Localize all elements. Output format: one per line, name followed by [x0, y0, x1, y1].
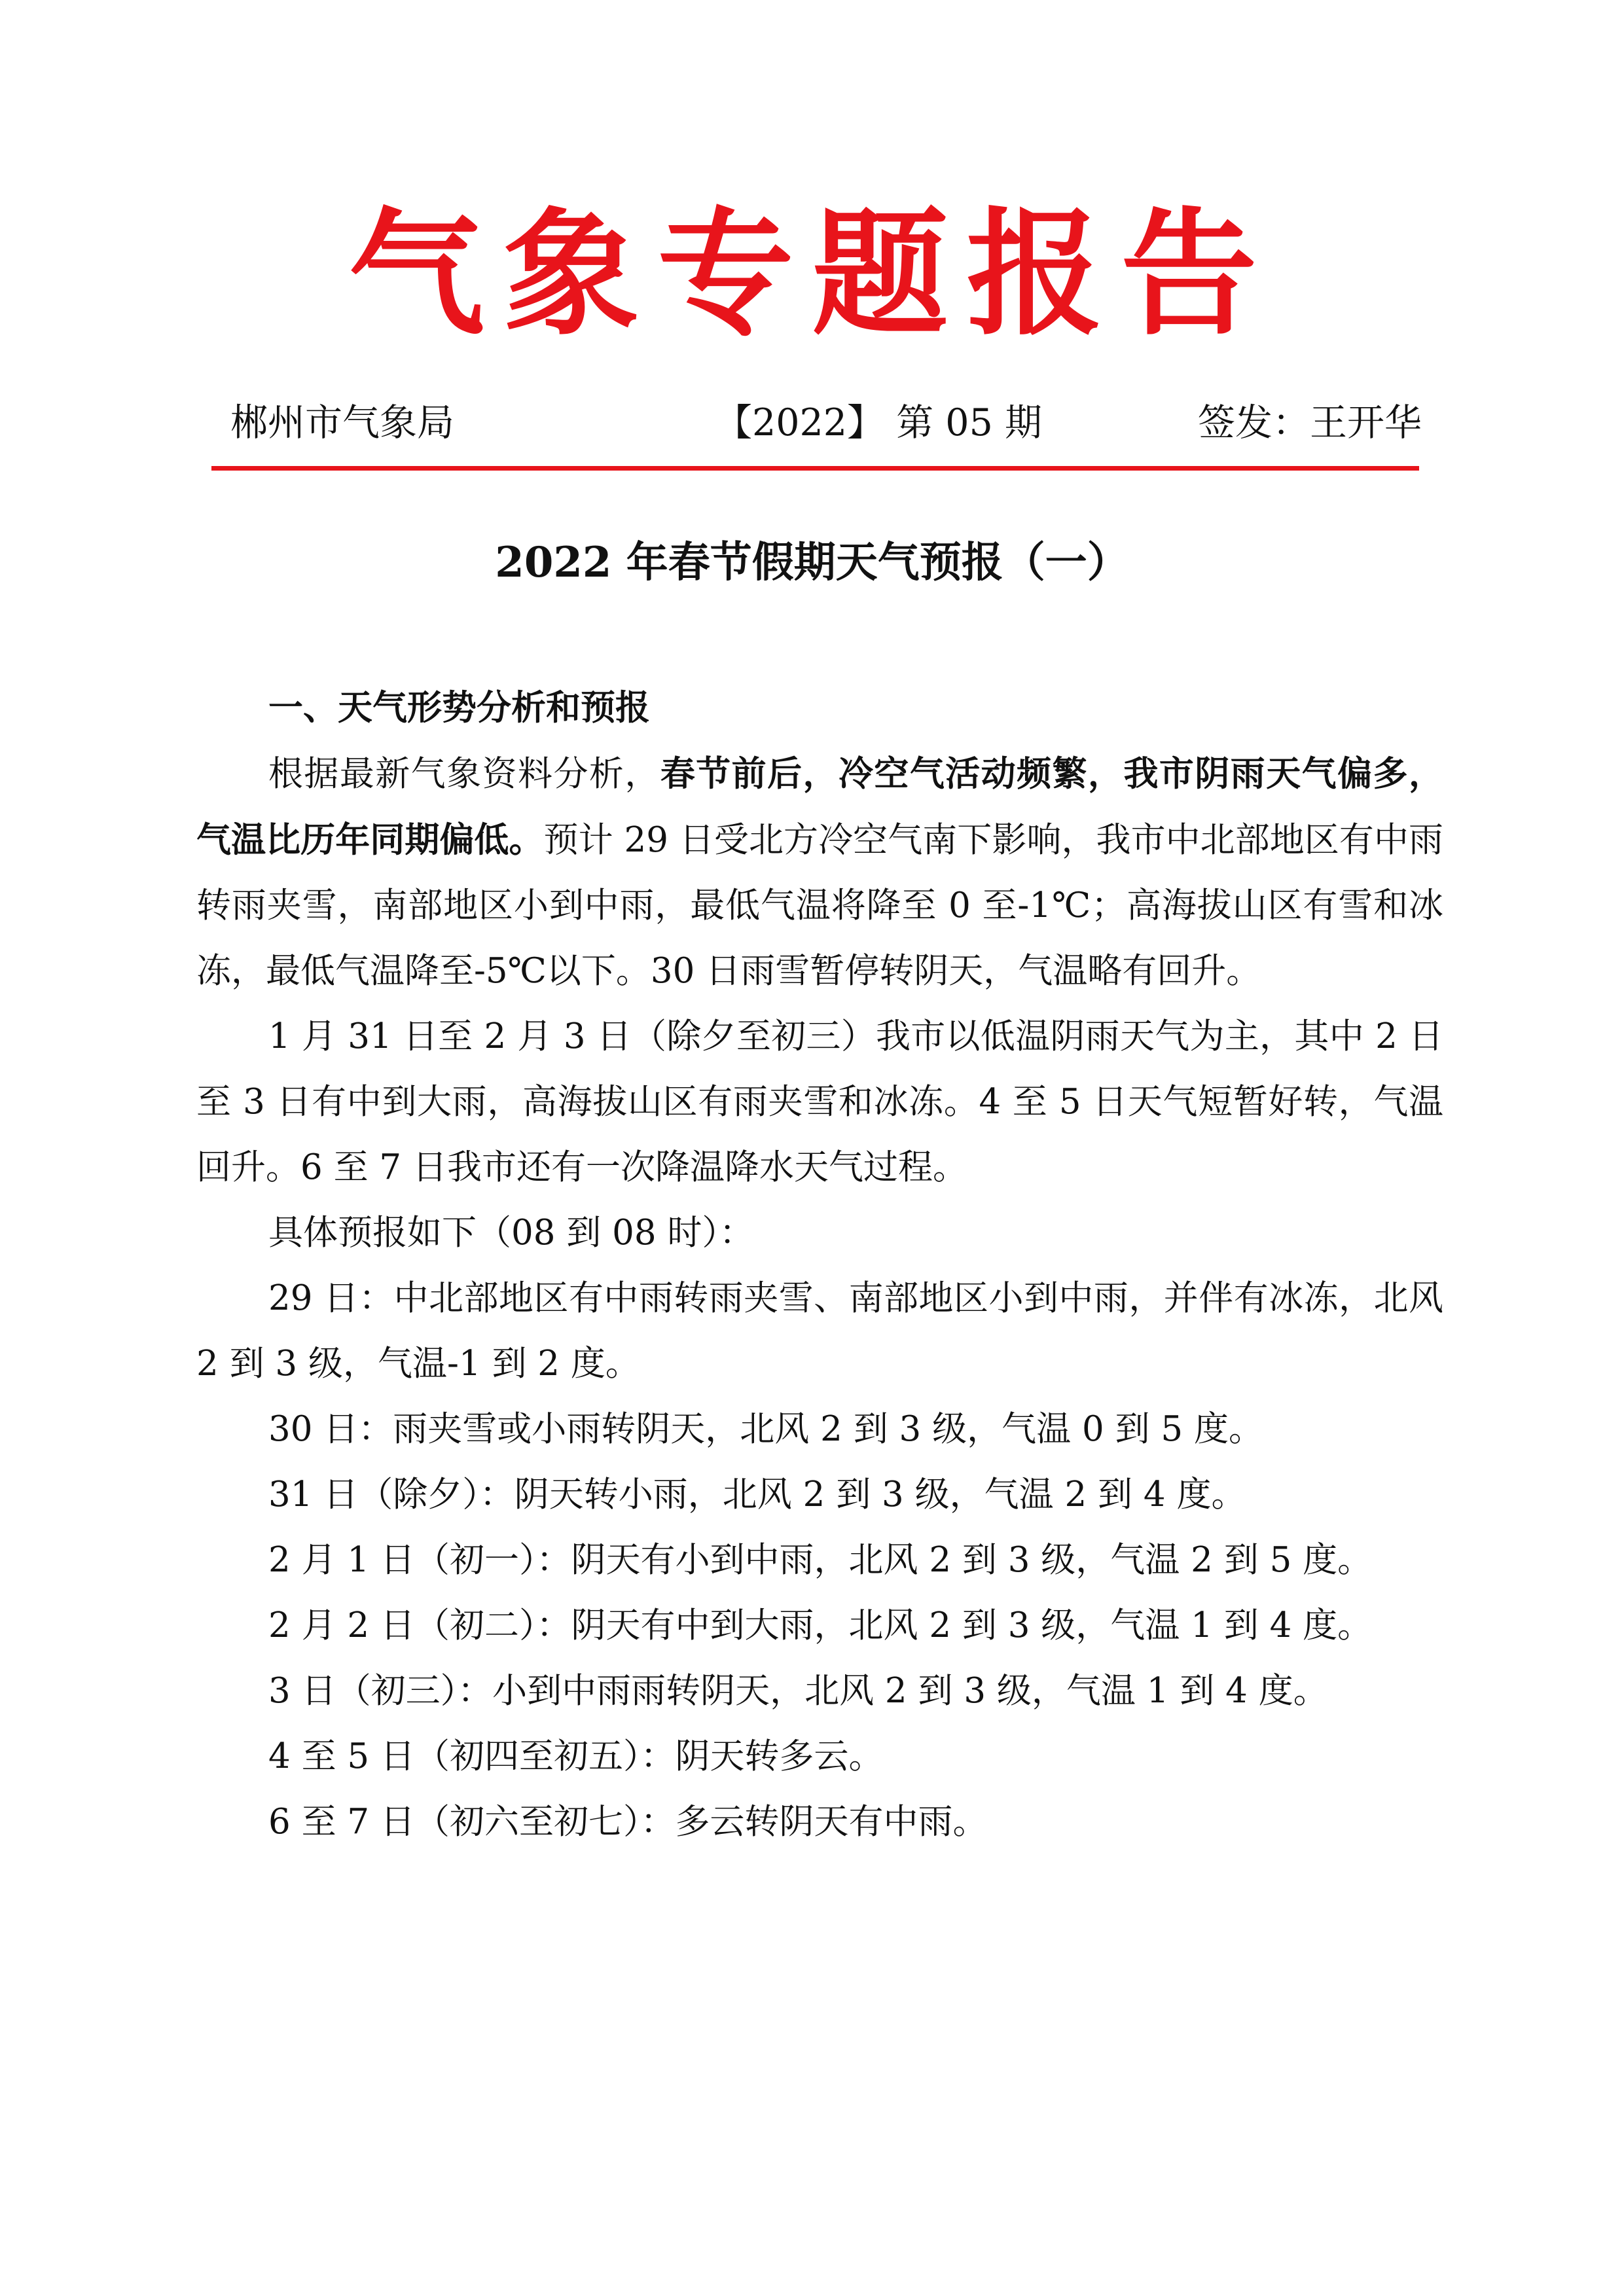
forecast-item: 29 日：中北部地区有中雨转雨夹雪、南部地区小到中雨，并伴有冰冻，北风 2 到 3 级，气温-1 到 2 度。	[196, 1278, 1443, 1384]
document-title: 2022 年春节假期天气预报（一）	[495, 538, 1129, 587]
analysis-paragraph	[196, 741, 1443, 1004]
red-divider	[211, 466, 1419, 471]
outlook-paragraph: 1 月 31 日至 2 月 3 日（除夕至初三）我市以低温阴雨天气为主，其中 2 日至 3 日有中到大雨，高海拔山区有雨夹雪和冰冻。4 至 5 日天气短暂好转，气温回升。6 至 7 日我市还有一次降温降水天气过程。	[196, 1016, 1443, 1187]
analysis-rest: 预计 29 日受北方冷空气南下影响，我市中北部地区有中雨转雨夹雪，南部地区小到中雨，最低气温将降至 0 至-1℃；高海拔山区有雪和冰冻，最低气温降至-5℃以下。30 日雨雪暂停转阴天，气温略有回升。	[196, 820, 1443, 991]
forecast-item: 2 月 1 日（初一）：阴天有小到中雨，北风 2 到 3 级，气温 2 到 5 度。	[268, 1540, 1373, 1580]
forecast-item: 31 日（除夕）：阴天转小雨，北风 2 到 3 级，气温 2 到 4 度。	[268, 1475, 1246, 1515]
issue-bar	[230, 390, 1422, 456]
document-body	[196, 675, 1443, 1855]
forecast-item: 4 至 5 日（初四至初五）：阴天转多云。	[268, 1736, 884, 1776]
analysis-highlight: 春节前后，冷空气活动频繁，我市阴雨天气偏多，气温比历年同期偏低。	[196, 753, 1443, 860]
forecast-intro: 具体预报如下（08 到 08 时）：	[268, 1213, 754, 1253]
analysis-lead: 根据最新气象资料分析，	[268, 754, 660, 794]
masthead-title: 气象专题报告	[348, 196, 1276, 354]
forecast-item: 6 至 7 日（初六至初七）：多云转阴天有中雨。	[268, 1802, 988, 1842]
issue-number: 【2022】 第 05 期	[715, 401, 1042, 444]
signer: 签发：王开华	[1198, 401, 1422, 444]
forecast-item: 30 日：雨夹雪或小雨转阴天，北风 2 到 3 级，气温 0 到 5 度。	[268, 1409, 1263, 1449]
forecast-item: 2 月 2 日（初二）：阴天有中到大雨，北风 2 到 3 级，气温 1 到 4 度。	[268, 1605, 1373, 1645]
forecast-item: 3 日（初三）：小到中雨雨转阴天，北风 2 到 3 级，气温 1 到 4 度。	[268, 1671, 1328, 1711]
section-heading: 一、天气形势分析和预报	[268, 688, 650, 728]
issuer: 郴州市气象局	[230, 401, 454, 444]
